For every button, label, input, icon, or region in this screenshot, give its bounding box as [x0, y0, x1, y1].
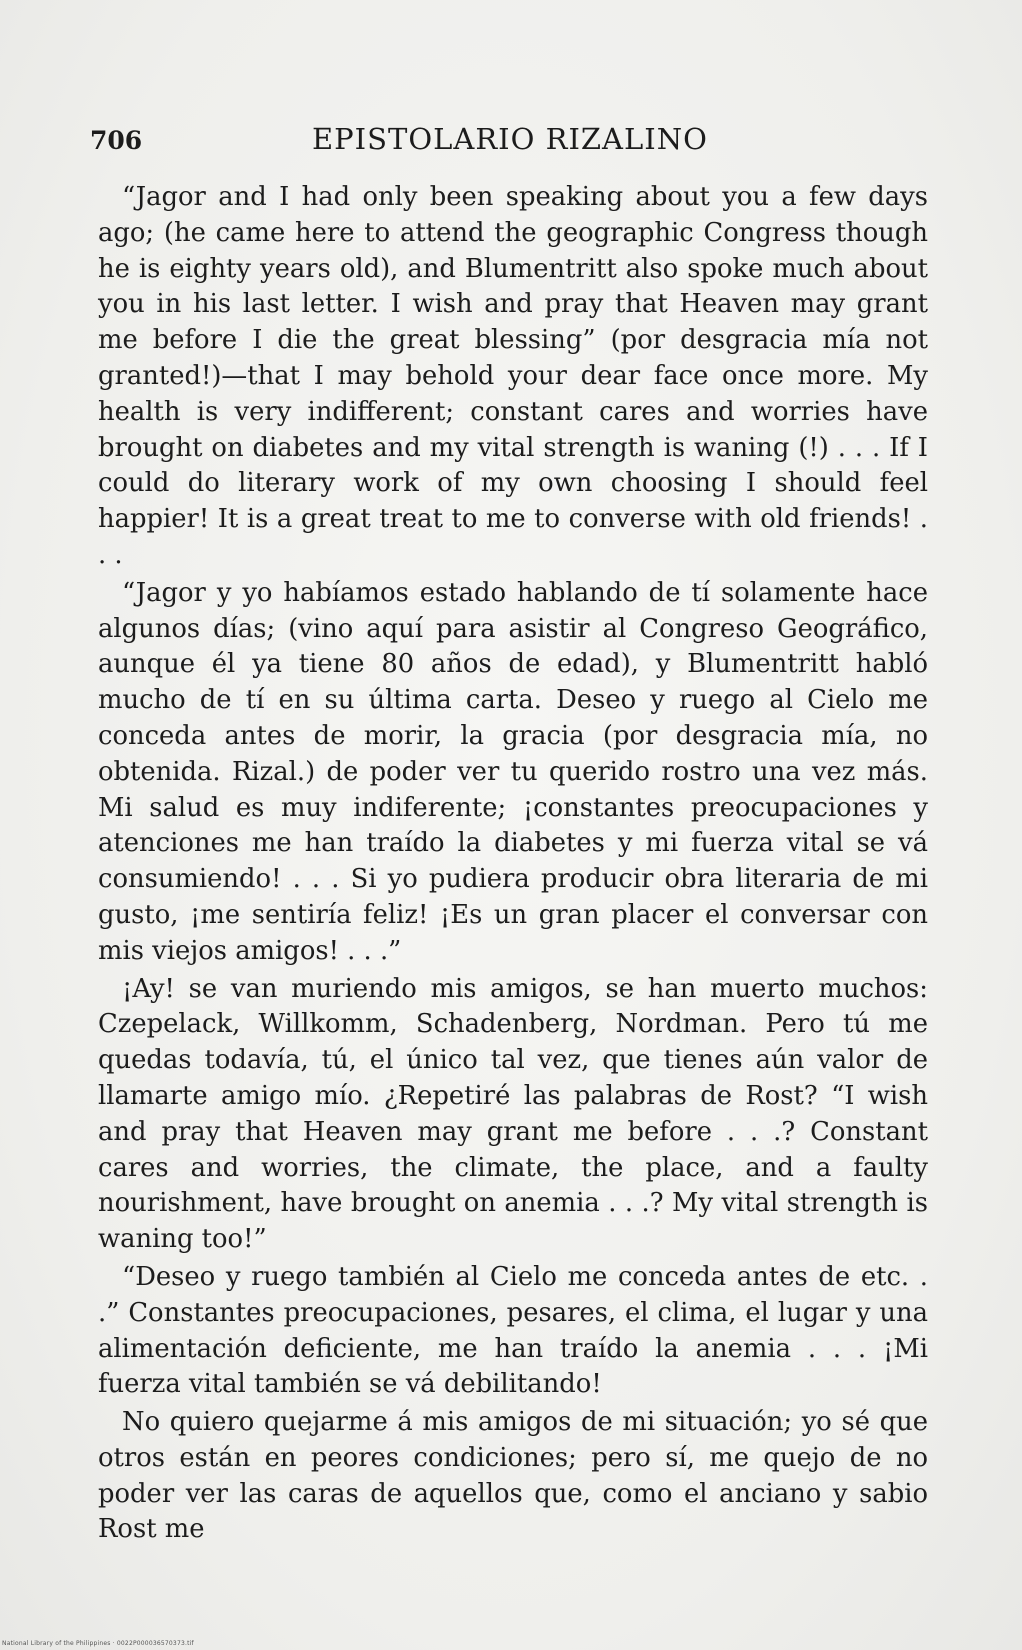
letter-body — [98, 180, 928, 1550]
paragraph-wish-repeat: “Deseo y ruego también al Cielo me conceda antes de etc. . .” Constantes preocupaciones, pesares, el clima, el lugar y una alimentación deficiente, me han traído la anemia . . . ¡Mi fuerza vital también se vá debilitando! — [98, 1261, 928, 1400]
page-header — [90, 122, 935, 162]
running-title: EPISTOLARIO RIZALINO — [312, 122, 708, 156]
paragraph-spanish-quote: “Jagor y yo habíamos estado hablando de tí solamente hace algunos días; (vino aquí para asistir al Congreso Geográfico, aunque él ya tiene 80 años de edad), y Blumentritt habló mucho de tí en su última carta. Deseo y ruego al Cielo me conceda antes de morir, la gracia (por desgracia mía, no obtenida. Rizal.) de poder ver tu querido rostro una vez más. Mi salud es muy indiferente; ¡constantes preocupaciones y atenciones me han traído la diabetes y mi fuerza vital se vá consumiendo! . . . Si yo pudiera producir obra literaria de mi gusto, ¡me sentiría feliz! ¡Es un gran placer el conversar con mis viejos amigos! . . .” — [98, 577, 928, 966]
page-number: 706 — [90, 126, 143, 155]
paragraph-friends-dying: ¡Ay! se van muriendo mis amigos, se han muerto muchos: Czepelack, Willkomm, Schadenberg, Nordman. Pero tú me quedas todavía, tú, el único tal vez, que tienes aún valor de llamarte amigo mío. ¿Repetiré las palabras de Rost? “I wish and pray that Heaven may grant me before . . .? Constant cares and worries, the climate, the place, and a faulty nourishment, have brought on anemia . . .? My vital strength is waning too!” — [98, 973, 928, 1255]
scan-source-footer: National Library of the Philippines · 0022P000036570373.tif — [2, 1640, 194, 1647]
paragraph-complaint: No quiero quejarme á mis amigos de mi situación; yo sé que otros están en peores condiciones; pero sí, me quejo de no poder ver las caras de aquellos que, como el anciano y sabio Rost me — [98, 1407, 928, 1545]
paragraph-english-quote: “Jagor and I had only been speaking about you a few days ago; (he came here to attend the geographic Congress though he is eighty years old), and Blumentritt also spoke much about you in his last letter. I wish and pray that Heaven may grant me before I die the great blessing” (por desgracia mía not granted!)—that I may behold your dear face once more. My health is very indifferent; constant cares and worries have brought on diabetes and my vital strength is waning (!) . . . If I could do literary work of my own choosing I should feel happier! It is a great treat to me to converse with old friends! . . . — [98, 182, 928, 570]
